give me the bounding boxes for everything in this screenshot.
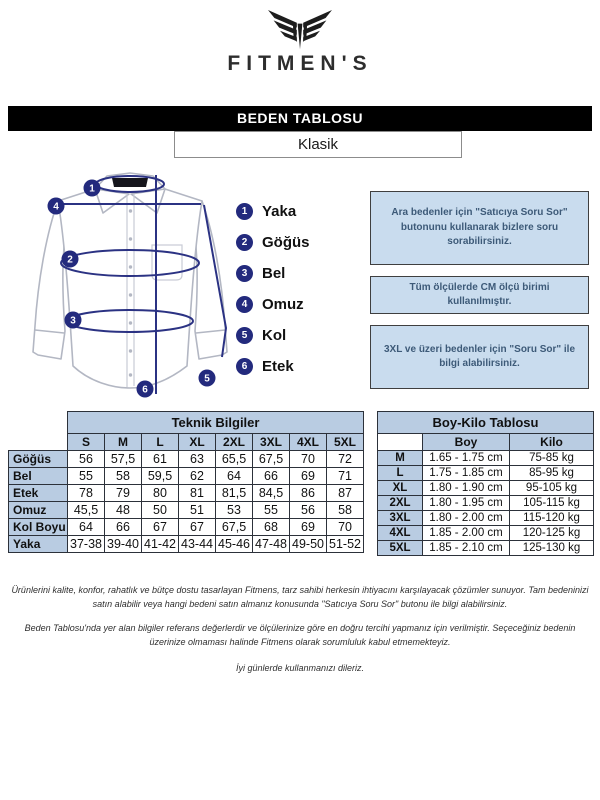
- boykilo-row-2xl: 2XL 1.80 - 1.95 cm 105-115 kg: [378, 496, 594, 511]
- svg-text:3: 3: [70, 315, 76, 327]
- svg-text:6: 6: [142, 384, 148, 396]
- brand-name: FITMEN'S: [227, 52, 373, 75]
- svg-text:5: 5: [204, 373, 210, 385]
- measure-badge-yaka: [84, 180, 101, 197]
- legend-badge-2: 2: [236, 234, 253, 251]
- legend-badge-6: 6: [236, 358, 253, 375]
- boykilo-row-m: M 1.65 - 1.75 cm 75-85 kg: [378, 451, 594, 466]
- measurement-legend: [236, 202, 356, 375]
- row-label-bel: Bel: [9, 468, 68, 485]
- table-row-yaka: Yaka 37-38 39-40 41-42 43-44 45-46 47-48 49-50 51-52: [9, 536, 364, 553]
- legend-label-etek: Etek: [262, 357, 294, 375]
- brand-wings-icon: [256, 6, 344, 54]
- info-box-3xl-uzeri: 3XL ve üzeri bedenler için "Soru Sor" ile bilgi alabilirsiniz.: [370, 325, 589, 389]
- legend-label-kol: Kol: [262, 326, 287, 344]
- legend-badge-3: 3: [236, 265, 253, 282]
- legend-item-kol: [236, 326, 356, 344]
- svg-text:2: 2: [67, 254, 73, 266]
- row-label-yaka: Yaka: [9, 536, 68, 553]
- row-label-gogus: Göğüs: [9, 451, 68, 468]
- boykilo-table-title: Boy-Kilo Tablosu: [378, 412, 594, 434]
- size-header-xl: XL: [179, 434, 216, 451]
- measure-badge-kol: [199, 370, 216, 387]
- corner-spacer: [9, 412, 68, 434]
- legend-label-bel: Bel: [262, 264, 286, 282]
- boykilo-row-l: L 1.75 - 1.85 cm 85-95 kg: [378, 466, 594, 481]
- row-label-kol-boyu: Kol Boyu: [9, 519, 68, 536]
- boykilo-corner-cell: [378, 434, 423, 451]
- legend-label-gogus: Göğüs: [262, 233, 310, 251]
- boykilo-row-3xl: 3XL 1.80 - 2.00 cm 115-120 kg: [378, 511, 594, 526]
- shirt-diagram: [25, 163, 235, 405]
- size-header-5xl: 5XL: [327, 434, 364, 451]
- legend-item-etek: [236, 357, 356, 375]
- footer-note-disclaimer: Beden Tablosu'nda yer alan bilgiler referans değerlerdir ve ölçülerinize göre en doğru tercihi yapmanız için verilmiştir. Seçeceğiniz bedenin üzerinize olmaması halinde Fitmens olarak sorumluluk kabul etmemekteyiz.: [24, 623, 576, 647]
- svg-text:1: 1: [89, 183, 95, 195]
- legend-item-bel: [236, 264, 356, 282]
- boy-kilo-table: [377, 411, 594, 556]
- legend-label-omuz: Omuz: [262, 295, 304, 313]
- measure-badge-omuz: [48, 198, 65, 215]
- size-header-2xl: 2XL: [216, 434, 253, 451]
- teknik-table-title: Teknik Bilgiler: [68, 412, 364, 434]
- size-header-m: M: [105, 434, 142, 451]
- teknik-bilgiler-table: [8, 411, 364, 553]
- boy-column-header: Boy: [423, 434, 510, 451]
- table-row-etek: Etek 78 79 80 81 81,5 84,5 86 87: [9, 485, 364, 502]
- legend-label-yaka: Yaka: [262, 202, 297, 220]
- legend-item-gogus: [236, 233, 356, 251]
- row-label-omuz: Omuz: [9, 502, 68, 519]
- measure-badge-etek: [137, 381, 154, 398]
- legend-badge-5: 5: [236, 327, 253, 344]
- legend-item-yaka: [236, 202, 356, 220]
- table-row-gogus: Göğüs 56 57,5 61 63 65,5 67,5 70 72: [9, 451, 364, 468]
- row-label-etek: Etek: [9, 485, 68, 502]
- legend-badge-4: 4: [236, 296, 253, 313]
- size-header-l: L: [142, 434, 179, 451]
- svg-text:4: 4: [53, 201, 59, 213]
- table-row-omuz: Omuz 45,5 48 50 51 53 55 56 58: [9, 502, 364, 519]
- boykilo-row-xl: XL 1.80 - 1.90 cm 95-105 kg: [378, 481, 594, 496]
- table-row-bel: Bel 55 58 59,5 62 64 66 69 71: [9, 468, 364, 485]
- boykilo-row-5xl: 5XL 1.85 - 2.10 cm 125-130 kg: [378, 541, 594, 556]
- info-box-cm-birimi: Tüm ölçülerde CM ölçü birimi kullanılmıştır.: [370, 276, 589, 314]
- measure-badge-bel: [65, 312, 82, 329]
- table-row-kol-boyu: Kol Boyu 64 66 67 67 67,5 68 69 70: [9, 519, 364, 536]
- size-header-4xl: 4XL: [290, 434, 327, 451]
- size-header-s: S: [68, 434, 105, 451]
- variant-title: Klasik: [174, 131, 462, 158]
- boykilo-row-4xl: 4XL 1.85 - 2.00 cm 120-125 kg: [378, 526, 594, 541]
- legend-item-omuz: [236, 295, 356, 313]
- size-header-row: [9, 434, 364, 451]
- size-header-3xl: 3XL: [253, 434, 290, 451]
- legend-badge-1: 1: [236, 203, 253, 220]
- size-table-banner: BEDEN TABLOSU: [8, 106, 592, 131]
- collar-band: [112, 178, 148, 187]
- info-box-ara-bedenler: Ara bedenler için "Satıcıya Soru Sor" butonunu kullanarak bizlere soru sorabilirsiniz.: [370, 191, 589, 265]
- kilo-column-header: Kilo: [510, 434, 594, 451]
- measure-badge-gogus: [62, 251, 79, 268]
- footer-note-quality: Ürünlerini kalite, konfor, rahatlık ve bütçe dostu tasarlayan Fitmens, tarz sahibi herkesin ihtiyacını karşılayacak çözümler sunuyor. Tam bedeninizi satın alabilir veya hangi bedeni satın almanız konusunda "Satıcıya Soru Sor" butonu ile bilgi alabilirsiniz.: [11, 585, 589, 609]
- footer-note-wish: İyi günlerde kullanmanızı dileriz.: [235, 663, 365, 673]
